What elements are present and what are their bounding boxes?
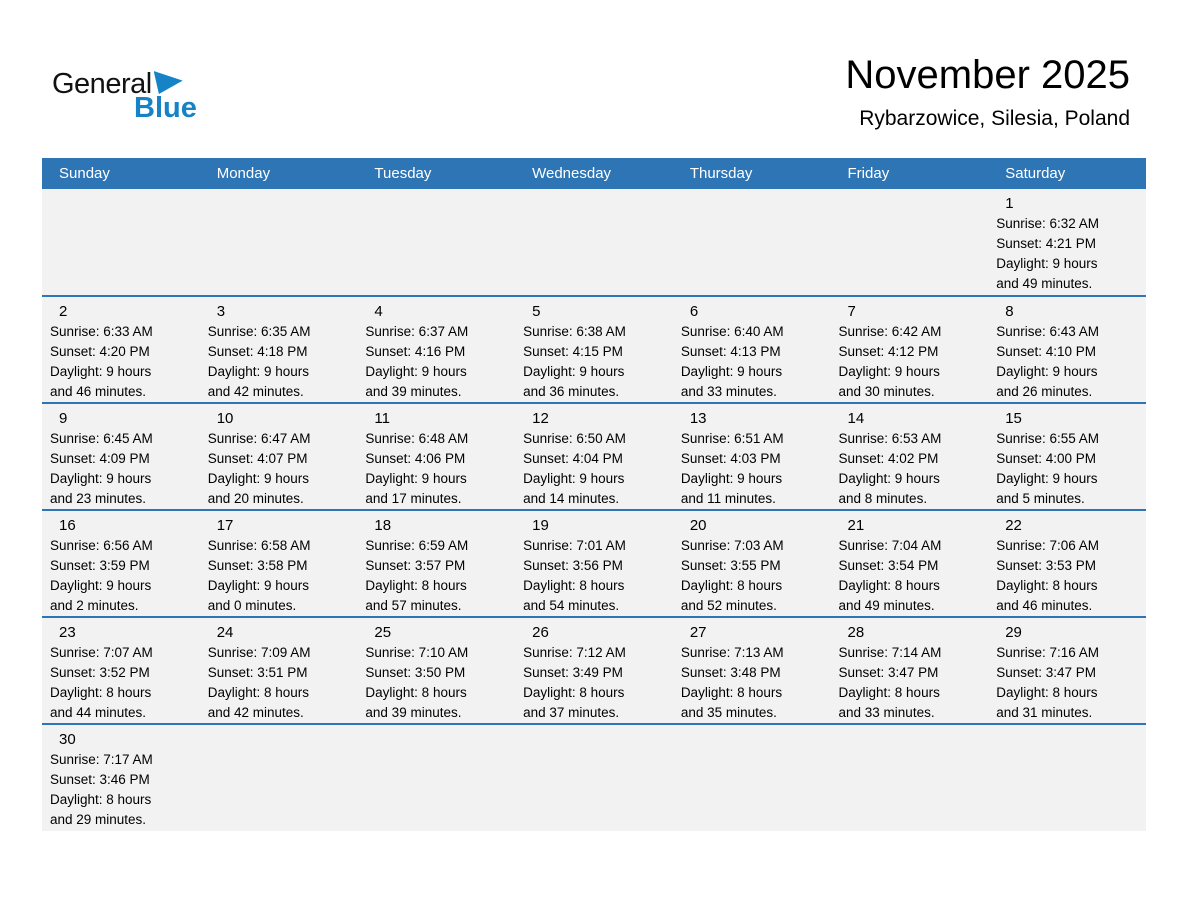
day-number: 10 bbox=[216, 410, 234, 427]
day-number: 8 bbox=[1005, 303, 1014, 320]
sunrise-text: Sunrise: 6:53 AM bbox=[838, 431, 942, 446]
sunrise-text: Sunrise: 6:48 AM bbox=[365, 431, 469, 446]
week-row bbox=[42, 403, 1146, 510]
empty-cell bbox=[831, 189, 989, 296]
day-cell bbox=[357, 403, 515, 510]
day-number: 14 bbox=[847, 410, 865, 427]
sunrise-text: Sunrise: 6:38 AM bbox=[523, 324, 626, 339]
daylight-text-cont: and 26 minutes. bbox=[996, 384, 1093, 399]
sunrise-text: Sunrise: 6:35 AM bbox=[207, 324, 311, 339]
day-cell bbox=[357, 296, 515, 403]
daylight-text-cont: and 31 minutes. bbox=[996, 705, 1093, 720]
sunrise-text: Sunrise: 7:03 AM bbox=[680, 538, 784, 553]
sunrise-text: Sunrise: 7:09 AM bbox=[207, 645, 311, 660]
day-number: 26 bbox=[532, 624, 549, 641]
calendar-body bbox=[42, 189, 1146, 831]
empty-cell bbox=[515, 189, 673, 296]
sunset-text: Sunset: 3:55 PM bbox=[680, 558, 781, 573]
daylight-text: Daylight: 9 hours bbox=[680, 471, 783, 486]
day-number: 1 bbox=[1005, 195, 1014, 212]
daylight-text-cont: and 17 minutes. bbox=[365, 491, 462, 506]
daylight-text-cont: and 46 minutes. bbox=[996, 598, 1093, 613]
day-cell bbox=[988, 617, 1146, 724]
daylight-text-cont: and 5 minutes. bbox=[996, 491, 1085, 506]
sunset-text: Sunset: 4:12 PM bbox=[838, 344, 939, 359]
daylight-text-cont: and 46 minutes. bbox=[50, 384, 147, 399]
daylight-text: Daylight: 8 hours bbox=[838, 685, 940, 700]
sunrise-text: Sunrise: 7:01 AM bbox=[523, 538, 626, 553]
sunset-text: Sunset: 4:18 PM bbox=[207, 344, 308, 359]
day-number: 2 bbox=[59, 303, 68, 320]
sunset-text: Sunset: 3:58 PM bbox=[207, 558, 308, 573]
empty-cell bbox=[357, 189, 515, 296]
daylight-text: Daylight: 8 hours bbox=[680, 578, 783, 593]
page-title: November 2025 bbox=[845, 53, 1130, 97]
sunrise-text: Sunrise: 7:17 AM bbox=[50, 752, 153, 767]
daylight-text-cont: and 39 minutes. bbox=[365, 384, 462, 399]
day-cell bbox=[515, 617, 673, 724]
day-number: 16 bbox=[59, 517, 76, 534]
day-number: 24 bbox=[216, 624, 234, 641]
daylight-text: Daylight: 9 hours bbox=[365, 364, 467, 379]
week-row bbox=[42, 617, 1146, 724]
sunset-text: Sunset: 3:49 PM bbox=[523, 665, 623, 680]
day-number: 5 bbox=[532, 303, 541, 320]
sunset-text: Sunset: 4:07 PM bbox=[207, 451, 308, 466]
sunset-text: Sunset: 3:48 PM bbox=[680, 665, 781, 680]
sunset-text: Sunset: 3:46 PM bbox=[50, 772, 150, 787]
daylight-text: Daylight: 8 hours bbox=[996, 685, 1098, 700]
day-number: 27 bbox=[689, 624, 707, 641]
daylight-text-cont: and 35 minutes. bbox=[680, 705, 777, 720]
day-cell bbox=[515, 296, 673, 403]
daylight-text-cont: and 11 minutes. bbox=[680, 491, 776, 506]
empty-cell bbox=[988, 724, 1146, 831]
daylight-text-cont: and 0 minutes. bbox=[207, 598, 297, 613]
empty-cell bbox=[673, 724, 831, 831]
page-header bbox=[0, 0, 1188, 158]
sunset-text: Sunset: 3:54 PM bbox=[838, 558, 939, 573]
sunrise-text: Sunrise: 6:45 AM bbox=[50, 431, 153, 446]
day-cell bbox=[831, 403, 989, 510]
logo-triangle-icon bbox=[154, 71, 183, 94]
sunrise-text: Sunrise: 7:14 AM bbox=[838, 645, 942, 660]
daylight-text: Daylight: 8 hours bbox=[207, 685, 310, 700]
daylight-text: Daylight: 9 hours bbox=[50, 364, 152, 379]
day-number: 12 bbox=[532, 410, 549, 427]
daylight-text: Daylight: 8 hours bbox=[50, 792, 152, 807]
sunset-text: Sunset: 3:52 PM bbox=[50, 665, 150, 680]
general-blue-logo bbox=[52, 70, 197, 123]
daylight-text-cont: and 42 minutes. bbox=[207, 384, 304, 399]
daylight-text: Daylight: 9 hours bbox=[523, 471, 625, 486]
daylight-text: Daylight: 8 hours bbox=[838, 578, 940, 593]
sunset-text: Sunset: 3:50 PM bbox=[365, 665, 466, 680]
sunset-text: Sunset: 3:59 PM bbox=[50, 558, 150, 573]
day-number: 19 bbox=[532, 517, 549, 534]
sunrise-text: Sunrise: 6:33 AM bbox=[50, 324, 153, 339]
daylight-text-cont: and 14 minutes. bbox=[523, 491, 620, 506]
daylight-text-cont: and 54 minutes. bbox=[523, 598, 620, 613]
daylight-text-cont: and 23 minutes. bbox=[50, 491, 147, 506]
day-number: 6 bbox=[689, 303, 699, 320]
sunset-text: Sunset: 4:15 PM bbox=[523, 344, 623, 359]
day-number: 7 bbox=[847, 303, 856, 320]
sunset-text: Sunset: 4:16 PM bbox=[365, 344, 466, 359]
daylight-text: Daylight: 9 hours bbox=[996, 256, 1098, 271]
daylight-text-cont: and 2 minutes. bbox=[50, 598, 139, 613]
daylight-text-cont: and 57 minutes. bbox=[365, 598, 462, 613]
sunrise-text: Sunrise: 7:13 AM bbox=[680, 645, 784, 660]
daylight-text: Daylight: 9 hours bbox=[996, 471, 1098, 486]
daylight-text-cont: and 37 minutes. bbox=[523, 705, 620, 720]
daylight-text-cont: and 30 minutes. bbox=[838, 384, 935, 399]
daylight-text-cont: and 36 minutes. bbox=[523, 384, 620, 399]
sunset-text: Sunset: 3:51 PM bbox=[207, 665, 308, 680]
daylight-text-cont: and 33 minutes. bbox=[680, 384, 777, 399]
day-number: 11 bbox=[374, 410, 390, 427]
weekday-header-thursday: Thursday bbox=[673, 158, 831, 189]
sunset-text: Sunset: 4:02 PM bbox=[838, 451, 939, 466]
sunrise-text: Sunrise: 6:59 AM bbox=[365, 538, 469, 553]
sunset-text: Sunset: 4:04 PM bbox=[523, 451, 623, 466]
day-number: 28 bbox=[847, 624, 865, 641]
daylight-text: Daylight: 9 hours bbox=[838, 471, 940, 486]
daylight-text: Daylight: 9 hours bbox=[207, 471, 310, 486]
daylight-text-cont: and 49 minutes. bbox=[838, 598, 935, 613]
sunset-text: Sunset: 4:20 PM bbox=[50, 344, 150, 359]
day-number: 4 bbox=[374, 303, 383, 320]
sunrise-text: Sunrise: 6:40 AM bbox=[680, 324, 784, 339]
daylight-text-cont: and 52 minutes. bbox=[680, 598, 777, 613]
day-number: 17 bbox=[216, 517, 234, 534]
sunrise-text: Sunrise: 6:42 AM bbox=[838, 324, 942, 339]
empty-cell bbox=[515, 724, 673, 831]
daylight-text-cont: and 33 minutes. bbox=[838, 705, 935, 720]
sunrise-text: Sunrise: 6:50 AM bbox=[523, 431, 626, 446]
sunset-text: Sunset: 3:47 PM bbox=[996, 665, 1097, 680]
sunrise-text: Sunrise: 7:07 AM bbox=[50, 645, 153, 660]
empty-cell bbox=[831, 724, 989, 831]
sunrise-text: Sunrise: 6:37 AM bbox=[365, 324, 469, 339]
daylight-text-cont: and 29 minutes. bbox=[50, 812, 147, 827]
daylight-text: Daylight: 8 hours bbox=[50, 685, 152, 700]
sunrise-text: Sunrise: 6:56 AM bbox=[50, 538, 153, 553]
sunrise-text: Sunrise: 7:16 AM bbox=[996, 645, 1100, 660]
sunrise-text: Sunrise: 7:12 AM bbox=[523, 645, 626, 660]
day-cell bbox=[357, 510, 515, 617]
day-number: 21 bbox=[847, 517, 865, 534]
empty-cell bbox=[357, 724, 515, 831]
daylight-text: Daylight: 9 hours bbox=[50, 578, 152, 593]
daylight-text: Daylight: 9 hours bbox=[838, 364, 940, 379]
day-cell bbox=[988, 189, 1146, 296]
daylight-text: Daylight: 9 hours bbox=[523, 364, 625, 379]
day-cell bbox=[42, 510, 200, 617]
sunrise-text: Sunrise: 6:47 AM bbox=[207, 431, 311, 446]
logo-text-blue: Blue bbox=[134, 92, 197, 124]
day-number: 13 bbox=[689, 410, 707, 427]
day-cell bbox=[200, 617, 358, 724]
day-number: 29 bbox=[1005, 624, 1022, 641]
day-cell bbox=[988, 403, 1146, 510]
daylight-text: Daylight: 8 hours bbox=[680, 685, 783, 700]
calendar-grid bbox=[42, 158, 1146, 831]
weekday-header-friday: Friday bbox=[831, 158, 989, 189]
weekday-header-tuesday: Tuesday bbox=[357, 158, 515, 189]
weekday-header-row bbox=[42, 158, 1146, 189]
daylight-text: Daylight: 9 hours bbox=[680, 364, 783, 379]
sunset-text: Sunset: 4:13 PM bbox=[680, 344, 781, 359]
daylight-text: Daylight: 8 hours bbox=[996, 578, 1098, 593]
day-cell bbox=[673, 403, 831, 510]
day-number: 15 bbox=[1005, 410, 1022, 427]
week-row bbox=[42, 189, 1146, 296]
sunset-text: Sunset: 4:03 PM bbox=[680, 451, 781, 466]
day-cell bbox=[42, 617, 200, 724]
day-number: 3 bbox=[216, 303, 226, 320]
sunrise-text: Sunrise: 6:32 AM bbox=[996, 216, 1100, 231]
weekday-header-wednesday: Wednesday bbox=[515, 158, 673, 189]
daylight-text-cont: and 44 minutes. bbox=[50, 705, 147, 720]
sunset-text: Sunset: 4:06 PM bbox=[365, 451, 466, 466]
sunset-text: Sunset: 4:09 PM bbox=[50, 451, 150, 466]
day-number: 20 bbox=[689, 517, 707, 534]
sunset-text: Sunset: 3:53 PM bbox=[996, 558, 1097, 573]
sunset-text: Sunset: 4:21 PM bbox=[996, 236, 1097, 251]
day-cell bbox=[200, 403, 358, 510]
day-cell bbox=[673, 510, 831, 617]
day-number: 25 bbox=[374, 624, 392, 641]
daylight-text: Daylight: 9 hours bbox=[50, 471, 152, 486]
day-number: 23 bbox=[59, 624, 76, 641]
day-cell bbox=[515, 403, 673, 510]
day-cell bbox=[673, 296, 831, 403]
daylight-text-cont: and 42 minutes. bbox=[207, 705, 304, 720]
day-cell bbox=[515, 510, 673, 617]
week-row bbox=[42, 724, 1146, 831]
day-number: 18 bbox=[374, 517, 392, 534]
day-number: 9 bbox=[59, 410, 68, 427]
day-cell bbox=[357, 617, 515, 724]
day-number: 30 bbox=[59, 731, 76, 748]
weekday-header-sunday: Sunday bbox=[42, 158, 200, 189]
daylight-text-cont: and 20 minutes. bbox=[207, 491, 304, 506]
daylight-text: Daylight: 8 hours bbox=[365, 578, 467, 593]
day-cell bbox=[831, 617, 989, 724]
weekday-header-monday: Monday bbox=[200, 158, 358, 189]
day-cell bbox=[988, 296, 1146, 403]
empty-cell bbox=[673, 189, 831, 296]
day-cell bbox=[42, 724, 200, 831]
logo-text-general: General bbox=[52, 68, 152, 100]
day-cell bbox=[200, 510, 358, 617]
sunrise-text: Sunrise: 6:43 AM bbox=[996, 324, 1100, 339]
week-row bbox=[42, 296, 1146, 403]
empty-cell bbox=[42, 189, 200, 296]
day-cell bbox=[42, 296, 200, 403]
weekday-header-saturday: Saturday bbox=[988, 158, 1146, 189]
daylight-text: Daylight: 8 hours bbox=[365, 685, 467, 700]
daylight-text: Daylight: 8 hours bbox=[523, 578, 625, 593]
sunrise-text: Sunrise: 7:10 AM bbox=[365, 645, 469, 660]
empty-cell bbox=[200, 724, 358, 831]
sunset-text: Sunset: 4:10 PM bbox=[996, 344, 1097, 359]
day-cell bbox=[831, 296, 989, 403]
day-number: 22 bbox=[1005, 517, 1022, 534]
daylight-text: Daylight: 9 hours bbox=[365, 471, 467, 486]
empty-cell bbox=[200, 189, 358, 296]
sunset-text: Sunset: 3:57 PM bbox=[365, 558, 466, 573]
sunset-text: Sunset: 4:00 PM bbox=[996, 451, 1097, 466]
daylight-text: Daylight: 9 hours bbox=[207, 578, 310, 593]
sunrise-text: Sunrise: 7:04 AM bbox=[838, 538, 942, 553]
day-cell bbox=[200, 296, 358, 403]
daylight-text: Daylight: 9 hours bbox=[996, 364, 1098, 379]
title-block bbox=[845, 52, 1146, 131]
daylight-text-cont: and 49 minutes. bbox=[996, 276, 1093, 291]
sunrise-text: Sunrise: 6:55 AM bbox=[996, 431, 1100, 446]
sunrise-text: Sunrise: 6:58 AM bbox=[207, 538, 311, 553]
daylight-text: Daylight: 9 hours bbox=[207, 364, 310, 379]
week-row bbox=[42, 510, 1146, 617]
location-subtitle: Rybarzowice, Silesia, Poland bbox=[859, 107, 1130, 130]
daylight-text-cont: and 8 minutes. bbox=[838, 491, 928, 506]
sunset-text: Sunset: 3:47 PM bbox=[838, 665, 939, 680]
day-cell bbox=[988, 510, 1146, 617]
sunrise-text: Sunrise: 7:06 AM bbox=[996, 538, 1100, 553]
day-cell bbox=[42, 403, 200, 510]
daylight-text: Daylight: 8 hours bbox=[523, 685, 625, 700]
sunset-text: Sunset: 3:56 PM bbox=[523, 558, 623, 573]
sunrise-text: Sunrise: 6:51 AM bbox=[680, 431, 784, 446]
day-cell bbox=[831, 510, 989, 617]
daylight-text-cont: and 39 minutes. bbox=[365, 705, 462, 720]
day-cell bbox=[673, 617, 831, 724]
